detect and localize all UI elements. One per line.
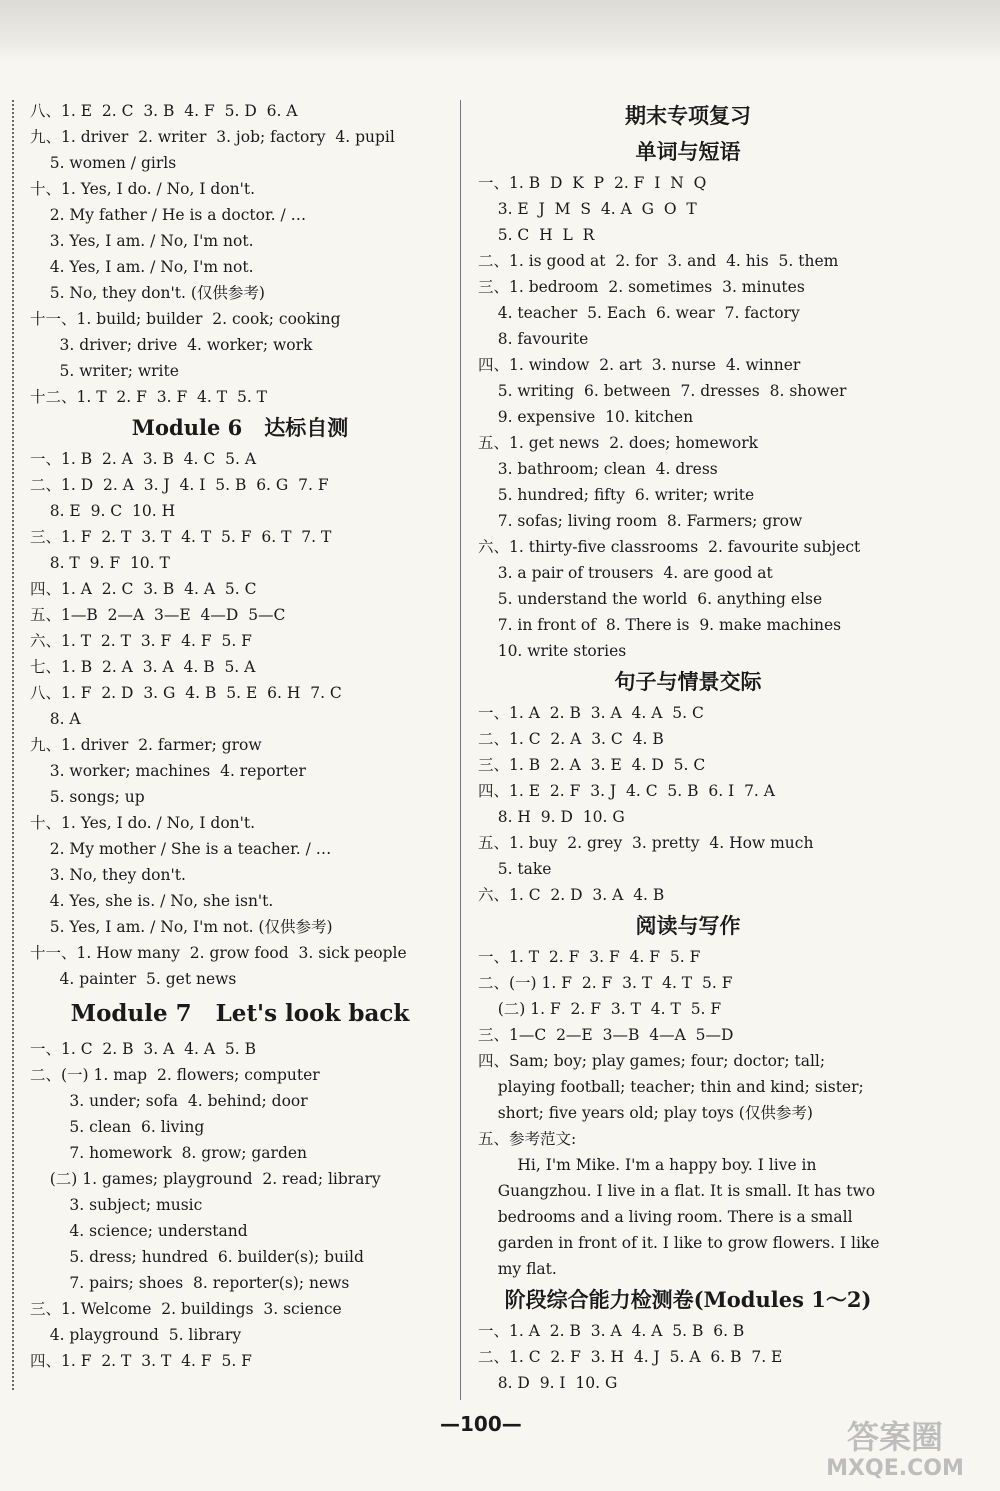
answer-line: 六、1. T 2. T 3. F 4. F 5. F [30,632,252,650]
watermark-logo [800,1418,990,1484]
answer-line: 8. A [30,710,81,728]
answer-line: 4. playground 5. library [30,1326,242,1344]
answer-line: 5. Yes, I am. / No, I'm not. (仅供参考) [30,918,333,936]
answer-line: 九、1. driver 2. writer 3. job; factory 4. pupil [30,128,395,146]
answer-line: 八、1. F 2. D 3. G 4. B 5. E 6. H 7. C [30,684,342,702]
binding-dotted-rule [12,100,18,1390]
answer-line: 五、参考范文: [478,1130,577,1148]
answer-line: 一、1. A 2. B 3. A 4. A 5. B 6. B [478,1322,745,1340]
answer-line: 四、1. A 2. C 3. B 4. A 5. C [30,580,257,598]
answer-line: 六、1. C 2. D 3. A 4. B [478,886,665,904]
answer-line: 三、1—C 2—E 3—B 4—A 5—D [478,1026,734,1044]
answer-line: 四、1. window 2. art 3. nurse 4. winner [478,356,801,374]
answer-line: Hi, I'm Mike. I'm a happy boy. I live in [478,1156,817,1174]
answer-line: 一、1. T 2. F 3. F 4. F 5. F [478,948,701,966]
answer-line: 二、1. C 2. A 3. C 4. B [478,730,664,748]
answer-line: 8. D 9. I 10. G [478,1374,618,1392]
answer-line: 7. pairs; shoes 8. reporter(s); news [30,1274,350,1292]
answer-line: 二、(一) 1. F 2. F 3. T 4. T 5. F [478,974,733,992]
answer-line: 4. Yes, I am. / No, I'm not. [30,258,254,276]
answer-line: 二、(一) 1. map 2. flowers; computer [30,1066,320,1084]
answer-line: 十、1. Yes, I do. / No, I don't. [30,814,256,832]
answer-line: 十二、1. T 2. F 3. F 4. T 5. T [30,388,268,406]
answer-line: 5. writing 6. between 7. dresses 8. shower [478,382,847,400]
answer-line: 7. homework 8. grow; garden [30,1144,308,1162]
answer-line: 3. Yes, I am. / No, I'm not. [30,232,254,250]
answer-line: 8. E 9. C 10. H [30,502,176,520]
answer-line: 3. worker; machines 4. reporter [30,762,306,780]
answer-line: 三、1. F 2. T 3. T 4. T 5. F 6. T 7. T [30,528,332,546]
answer-line: 2. My father / He is a doctor. / … [30,206,307,224]
section-heading: Module 6 达标自测 [131,415,349,440]
answer-line: 5. No, they don't. (仅供参考) [30,284,265,302]
answer-line: 十一、1. build; builder 2. cook; cooking [30,310,341,328]
answer-line: garden in front of it. I like to grow flowers. I like [478,1234,880,1252]
answer-line: 十、1. Yes, I do. / No, I don't. [30,180,256,198]
scan-shadow-band [0,0,1000,62]
answer-line: 7. in front of 8. There is 9. make machines [478,616,842,634]
answer-line: 5. hundred; fifty 6. writer; write [478,486,755,504]
answer-line: 3. a pair of trousers 4. are good at [478,564,773,582]
answer-line: 三、1. Welcome 2. buildings 3. science [30,1300,342,1318]
section-heading: 句子与情景交际 [614,669,762,694]
answer-line: 3. subject; music [30,1196,203,1214]
right-column [478,98,898,1396]
section-heading: 期末专项复习 [625,103,751,128]
answer-line: 四、1. F 2. T 3. T 4. F 5. F [30,1352,252,1370]
answer-line: 3. E J M S 4. A G O T [478,200,697,218]
answer-line: 九、1. driver 2. farmer; grow [30,736,262,754]
answer-line: 7. sofas; living room 8. Farmers; grow [478,512,803,530]
answer-line: (二) 1. F 2. F 3. T 4. T 5. F [478,1000,722,1018]
left-column [30,98,450,1374]
answer-line: 四、Sam; boy; play games; four; doctor; tall; [478,1052,826,1070]
answer-line: 一、1. B D K P 2. F I N Q [478,174,707,192]
answer-line: 4. science; understand [30,1222,248,1240]
answer-line: 5. songs; up [30,788,145,806]
answer-line: 十一、1. How many 2. grow food 3. sick people [30,944,407,962]
answer-line: 5. understand the world 6. anything else [478,590,823,608]
answer-line: 五、1—B 2—A 3—E 4—D 5—C [30,606,286,624]
answer-line: 3. driver; drive 4. worker; work [30,336,313,354]
answer-line: 七、1. B 2. A 3. A 4. B 5. A [30,658,256,676]
answer-line: 3. No, they don't. [30,866,186,884]
answer-line: 四、1. E 2. F 3. J 4. C 5. B 6. I 7. A [478,782,775,800]
watermark-title: 答案圈 [846,1418,943,1456]
answer-line: 三、1. B 2. A 3. E 4. D 5. C [478,756,706,774]
answer-line: 5. dress; hundred 6. builder(s); build [30,1248,364,1266]
answer-line: 3. under; sofa 4. behind; door [30,1092,308,1110]
answer-line: (二) 1. games; playground 2. read; library [30,1170,381,1188]
answer-line: Guangzhou. I live in a flat. It is small. It has two [478,1182,876,1200]
answer-line: 4. painter 5. get news [30,970,237,988]
answer-line: 8. T 9. F 10. T [30,554,170,572]
page-number: —100— [440,1412,522,1436]
answer-line: 8. favourite [478,330,589,348]
section-heading: 单词与短语 [635,139,741,164]
column-divider [460,100,461,1400]
answer-line: 9. expensive 10. kitchen [478,408,694,426]
answer-line: 二、1. D 2. A 3. J 4. I 5. B 6. G 7. F [30,476,329,494]
watermark-url: MXQE.COM [826,1456,964,1481]
section-heading: 阅读与写作 [635,913,741,938]
answer-line: 六、1. thirty-five classrooms 2. favourite subject [478,538,861,556]
answer-line: 4. Yes, she is. / No, she isn't. [30,892,274,910]
answer-line: 5. clean 6. living [30,1118,205,1136]
answer-line: 一、1. A 2. B 3. A 4. A 5. C [478,704,704,722]
answer-line: 5. women / girls [30,154,177,172]
answer-line: 二、1. C 2. F 3. H 4. J 5. A 6. B 7. E [478,1348,783,1366]
answer-line: 一、1. B 2. A 3. B 4. C 5. A [30,450,257,468]
answer-line: 8. H 9. D 10. G [478,808,625,826]
answer-line: short; five years old; play toys (仅供参考) [478,1104,813,1122]
answer-line: 二、1. is good at 2. for 3. and 4. his 5. them [478,252,839,270]
answer-line: 五、1. get news 2. does; homework [478,434,759,452]
answer-line: playing football; teacher; thin and kind; sister; [478,1078,864,1096]
answer-line: 2. My mother / She is a teacher. / … [30,840,332,858]
answer-line: 3. bathroom; clean 4. dress [478,460,718,478]
answer-line: 5. writer; write [30,362,179,380]
answer-line: 三、1. bedroom 2. sometimes 3. minutes [478,278,805,296]
answer-line: my flat. [478,1260,557,1278]
answer-line: 10. write stories [478,642,627,660]
section-heading: 阶段综合能力检测卷(Modules 1～2) [504,1287,872,1312]
answer-line: 一、1. C 2. B 3. A 4. A 5. B [30,1040,257,1058]
answer-line: 4. teacher 5. Each 6. wear 7. factory [478,304,800,322]
answer-line: bedrooms and a living room. There is a small [478,1208,853,1226]
answer-line: 5. take [478,860,552,878]
answer-line: 5. C H L R [478,226,595,244]
section-heading: Module 7 Let's look back [70,1000,410,1027]
answer-line: 八、1. E 2. C 3. B 4. F 5. D 6. A [30,102,298,120]
answer-line: 五、1. buy 2. grey 3. pretty 4. How much [478,834,814,852]
